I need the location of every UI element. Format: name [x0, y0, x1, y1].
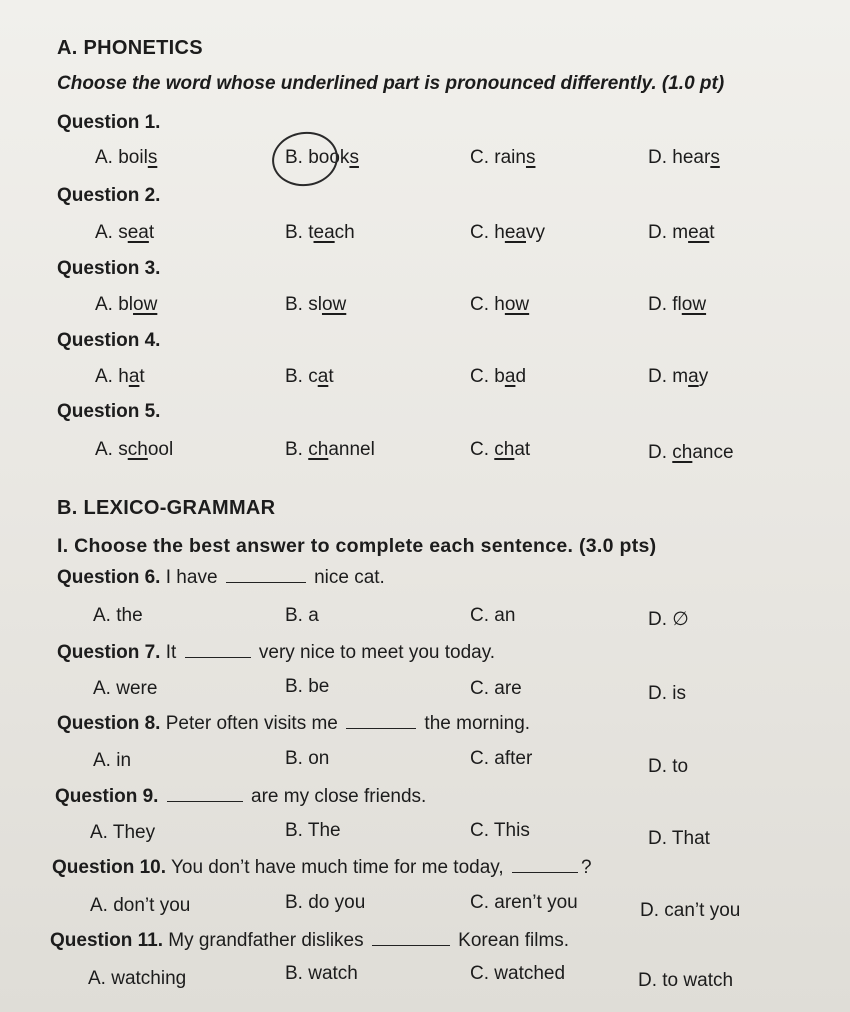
q1-option-a: A. boils — [95, 147, 158, 168]
question-11: Question 11. My grandfather dislikes Korean films. — [50, 930, 570, 951]
q7-option-c: C. are — [470, 678, 522, 699]
answer-circle-mark — [269, 128, 342, 191]
q4-option-a: A. hat — [95, 366, 145, 387]
question-10: Question 10. You don’t have much time for me today, ? — [52, 857, 592, 878]
q6-option-d: D. ∅ — [648, 609, 689, 630]
q2-option-d: D. meat — [648, 222, 715, 243]
q5-option-b: B. channel — [285, 439, 375, 460]
part-i-instruction: I. Choose the best answer to complete each sentence. (3.0 pts) — [57, 535, 657, 557]
q6-option-c: C. an — [470, 605, 516, 626]
q2-option-a: A. seat — [95, 222, 155, 243]
q5-option-a: A. school — [95, 439, 174, 460]
answer-blank — [512, 858, 578, 873]
question-4-label: Question 4. — [57, 330, 161, 351]
q2-option-b: B. teach — [285, 222, 355, 243]
q11-option-b: B. watch — [285, 963, 358, 984]
question-2-label: Question 2. — [57, 185, 161, 206]
q1-option-b: B. books — [285, 147, 359, 168]
q6-option-b: B. a — [285, 605, 319, 626]
q7-option-b: B. be — [285, 676, 330, 697]
q3-option-a: A. blow — [95, 294, 158, 315]
q9-option-d: D. That — [648, 828, 710, 849]
question-7: Question 7. It very nice to meet you today. — [57, 642, 496, 663]
question-8: Question 8. Peter often visits me the morning. — [57, 713, 531, 734]
q9-option-c: C. This — [470, 820, 530, 841]
question-6: Question 6. I have nice cat. — [57, 567, 385, 588]
q8-option-a: A. in — [93, 750, 132, 771]
question-5-label: Question 5. — [57, 401, 161, 422]
q10-option-a: A. don’t you — [90, 895, 191, 916]
q9-option-a: A. They — [90, 822, 156, 843]
answer-blank — [167, 787, 243, 802]
q4-option-c: C. bad — [470, 366, 527, 387]
answer-blank — [372, 931, 450, 946]
q1-option-c: C. rains — [470, 147, 536, 168]
q6-option-a: A. the — [93, 605, 143, 626]
q3-option-b: B. slow — [285, 294, 347, 315]
q5-option-c: C. chat — [470, 439, 531, 460]
q8-option-c: C. after — [470, 748, 533, 769]
section-a-instruction: Choose the word whose underlined part is pronounced differently. (1.0 pt) — [57, 73, 725, 94]
section-b-title: B. LEXICO-GRAMMAR — [57, 497, 276, 519]
q10-option-d: D. can’t you — [640, 900, 741, 921]
q1-option-d: D. hears — [648, 147, 720, 168]
q2-option-c: C. heavy — [470, 222, 545, 243]
q9-option-b: B. The — [285, 820, 341, 841]
answer-blank — [226, 568, 306, 583]
question-9: Question 9. are my close friends. — [55, 786, 427, 807]
section-a-title: A. PHONETICS — [57, 37, 203, 59]
q4-option-d: D. may — [648, 366, 709, 387]
q11-option-d: D. to watch — [638, 970, 734, 991]
q8-option-b: B. on — [285, 748, 330, 769]
q10-option-b: B. do you — [285, 892, 366, 913]
q4-option-b: B. cat — [285, 366, 334, 387]
q5-option-d: D. chance — [648, 442, 734, 463]
answer-blank — [346, 714, 416, 729]
q11-option-c: C. watched — [470, 963, 566, 984]
q3-option-c: C. how — [470, 294, 530, 315]
question-3-label: Question 3. — [57, 258, 161, 279]
answer-blank — [185, 643, 251, 658]
q7-option-d: D. is — [648, 683, 686, 704]
q8-option-d: D. to — [648, 756, 689, 777]
q7-option-a: A. were — [93, 678, 158, 699]
question-1-label: Question 1. — [57, 112, 161, 133]
q11-option-a: A. watching — [88, 968, 187, 989]
q10-option-c: C. aren’t you — [470, 892, 578, 913]
q3-option-d: D. flow — [648, 294, 707, 315]
